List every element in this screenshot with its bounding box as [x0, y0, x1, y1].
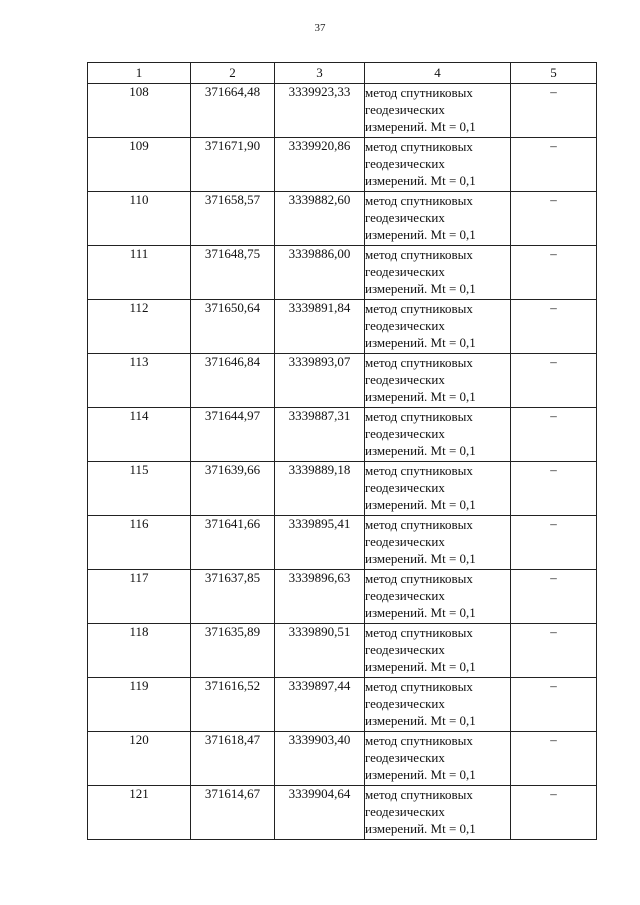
note-cell: –: [511, 570, 597, 624]
point-number-cell: 108: [88, 84, 191, 138]
point-number-cell: 120: [88, 732, 191, 786]
note-cell: –: [511, 192, 597, 246]
table-row: [88, 732, 597, 786]
method-line: метод спутниковых: [365, 409, 473, 424]
table-row: [88, 678, 597, 732]
x-coordinate-cell: 371658,57: [191, 192, 275, 246]
method-line: геодезических: [365, 804, 445, 820]
table-row: [88, 570, 597, 624]
table-row: [88, 624, 597, 678]
method-line: геодезических: [365, 156, 445, 172]
method-line: измерений. Mt = 0,1: [365, 227, 476, 243]
method-line: геодезических: [365, 102, 445, 118]
method-line: измерений. Mt = 0,1: [365, 551, 476, 567]
method-line: геодезических: [365, 318, 445, 334]
method-cell: [365, 732, 511, 786]
table-body: [88, 84, 597, 840]
column-header-1: 1: [88, 63, 191, 84]
method-line: измерений. Mt = 0,1: [365, 173, 476, 189]
method-line: геодезических: [365, 750, 445, 766]
y-coordinate-cell: 3339889,18: [275, 462, 365, 516]
y-coordinate-cell: 3339904,64: [275, 786, 365, 840]
method-line: измерений. Mt = 0,1: [365, 281, 476, 297]
point-number-cell: 112: [88, 300, 191, 354]
method-line: измерений. Mt = 0,1: [365, 605, 476, 621]
method-cell: [365, 192, 511, 246]
table-row: [88, 786, 597, 840]
page-number: 37: [314, 22, 326, 34]
method-line: геодезических: [365, 372, 445, 388]
method-cell: [365, 678, 511, 732]
y-coordinate-cell: 3339923,33: [275, 84, 365, 138]
method-line: метод спутниковых: [365, 463, 473, 478]
x-coordinate-cell: 371664,48: [191, 84, 275, 138]
method-line: геодезических: [365, 642, 445, 658]
point-number-cell: 117: [88, 570, 191, 624]
y-coordinate-cell: 3339893,07: [275, 354, 365, 408]
method-line: измерений. Mt = 0,1: [365, 497, 476, 513]
note-cell: –: [511, 678, 597, 732]
method-line: геодезических: [365, 534, 445, 550]
note-cell: –: [511, 300, 597, 354]
method-cell: [365, 300, 511, 354]
column-header-4: 4: [365, 63, 511, 84]
column-header-2: 2: [191, 63, 275, 84]
note-cell: –: [511, 84, 597, 138]
table-row: [88, 192, 597, 246]
method-line: метод спутниковых: [365, 625, 473, 640]
x-coordinate-cell: 371644,97: [191, 408, 275, 462]
y-coordinate-cell: 3339891,84: [275, 300, 365, 354]
x-coordinate-cell: 371646,84: [191, 354, 275, 408]
x-coordinate-cell: 371637,85: [191, 570, 275, 624]
x-coordinate-cell: 371641,66: [191, 516, 275, 570]
note-cell: –: [511, 246, 597, 300]
table-row: [88, 300, 597, 354]
table-row: [88, 462, 597, 516]
method-line: геодезических: [365, 480, 445, 496]
method-line: метод спутниковых: [365, 139, 473, 154]
method-cell: [365, 624, 511, 678]
table-header-row: [88, 63, 597, 84]
point-number-cell: 114: [88, 408, 191, 462]
note-cell: –: [511, 462, 597, 516]
point-number-cell: 109: [88, 138, 191, 192]
method-cell: [365, 246, 511, 300]
method-cell: [365, 786, 511, 840]
y-coordinate-cell: 3339886,00: [275, 246, 365, 300]
method-line: метод спутниковых: [365, 301, 473, 316]
note-cell: –: [511, 354, 597, 408]
method-line: геодезических: [365, 696, 445, 712]
column-header-3: 3: [275, 63, 365, 84]
y-coordinate-cell: 3339887,31: [275, 408, 365, 462]
note-cell: –: [511, 408, 597, 462]
y-coordinate-cell: 3339895,41: [275, 516, 365, 570]
note-cell: –: [511, 624, 597, 678]
table-row: [88, 354, 597, 408]
y-coordinate-cell: 3339882,60: [275, 192, 365, 246]
method-line: метод спутниковых: [365, 193, 473, 208]
x-coordinate-cell: 371614,67: [191, 786, 275, 840]
table-row: [88, 84, 597, 138]
coordinates-table: [87, 62, 597, 840]
method-line: измерений. Mt = 0,1: [365, 335, 476, 351]
table-row: [88, 138, 597, 192]
x-coordinate-cell: 371639,66: [191, 462, 275, 516]
method-cell: [365, 408, 511, 462]
point-number-cell: 110: [88, 192, 191, 246]
point-number-cell: 115: [88, 462, 191, 516]
note-cell: –: [511, 516, 597, 570]
method-line: измерений. Mt = 0,1: [365, 659, 476, 675]
method-cell: [365, 354, 511, 408]
method-cell: [365, 84, 511, 138]
y-coordinate-cell: 3339896,63: [275, 570, 365, 624]
method-line: метод спутниковых: [365, 787, 473, 802]
x-coordinate-cell: 371650,64: [191, 300, 275, 354]
y-coordinate-cell: 3339903,40: [275, 732, 365, 786]
point-number-cell: 121: [88, 786, 191, 840]
x-coordinate-cell: 371618,47: [191, 732, 275, 786]
method-line: метод спутниковых: [365, 247, 473, 262]
x-coordinate-cell: 371648,75: [191, 246, 275, 300]
method-line: геодезических: [365, 426, 445, 442]
y-coordinate-cell: 3339890,51: [275, 624, 365, 678]
table-row: [88, 408, 597, 462]
point-number-cell: 118: [88, 624, 191, 678]
method-cell: [365, 570, 511, 624]
point-number-cell: 111: [88, 246, 191, 300]
method-cell: [365, 462, 511, 516]
method-cell: [365, 138, 511, 192]
table-row: [88, 246, 597, 300]
method-line: геодезических: [365, 588, 445, 604]
method-line: метод спутниковых: [365, 517, 473, 532]
method-line: метод спутниковых: [365, 733, 473, 748]
method-line: метод спутниковых: [365, 679, 473, 694]
method-line: измерений. Mt = 0,1: [365, 767, 476, 783]
method-line: метод спутниковых: [365, 355, 473, 370]
x-coordinate-cell: 371635,89: [191, 624, 275, 678]
note-cell: –: [511, 732, 597, 786]
method-line: измерений. Mt = 0,1: [365, 821, 476, 837]
point-number-cell: 119: [88, 678, 191, 732]
column-header-5: 5: [511, 63, 597, 84]
method-line: измерений. Mt = 0,1: [365, 713, 476, 729]
method-line: метод спутниковых: [365, 85, 473, 100]
y-coordinate-cell: 3339897,44: [275, 678, 365, 732]
point-number-cell: 116: [88, 516, 191, 570]
note-cell: –: [511, 786, 597, 840]
method-cell: [365, 516, 511, 570]
note-cell: –: [511, 138, 597, 192]
method-line: геодезических: [365, 210, 445, 226]
method-line: измерений. Mt = 0,1: [365, 389, 476, 405]
method-line: метод спутниковых: [365, 571, 473, 586]
method-line: измерений. Mt = 0,1: [365, 443, 476, 459]
y-coordinate-cell: 3339920,86: [275, 138, 365, 192]
point-number-cell: 113: [88, 354, 191, 408]
method-line: геодезических: [365, 264, 445, 280]
method-line: измерений. Mt = 0,1: [365, 119, 476, 135]
table-row: [88, 516, 597, 570]
x-coordinate-cell: 371616,52: [191, 678, 275, 732]
x-coordinate-cell: 371671,90: [191, 138, 275, 192]
